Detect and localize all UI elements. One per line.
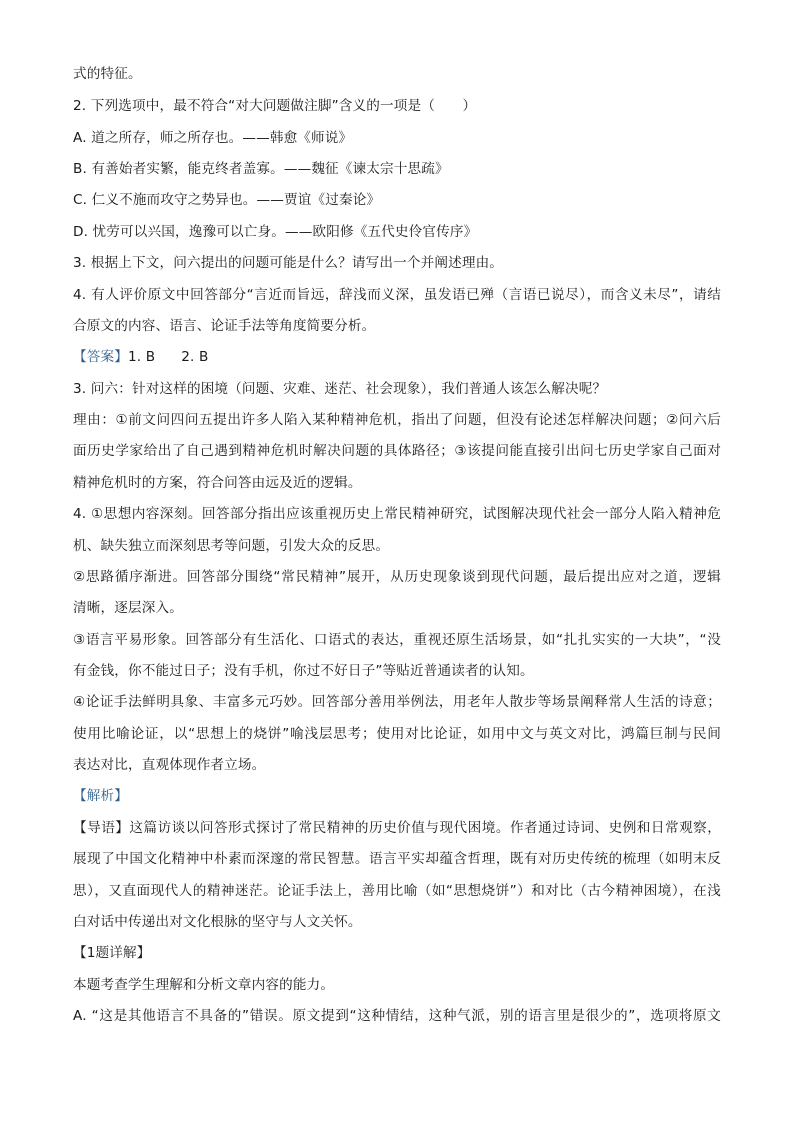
answer-4-line: ②思路循序渐进。回答部分围绕“常民精神”展开，从历史现象谈到现代问题，最后提出应对之道，逻辑 — [73, 569, 721, 585]
answer-4-line: ③语言平易形象。回答部分有生活化、口语式的表达，重视还原生活场景，如“扎扎实实的一大块”，“没 — [73, 632, 721, 648]
reason-line: 面历史学家给出了自己遇到精神危机时解决问题的具体路径；③该提问能直接引出问七历史学家自己面对 — [73, 443, 721, 459]
detail-line: 本题考查学生理解和分析文章内容的能力。 — [73, 977, 335, 993]
option-c: C. 仁义不施而攻守之势异也。——贾谊《过秦论》 — [73, 192, 381, 208]
answer-4-line: 表达对比，直观体现作者立场。 — [73, 757, 266, 773]
option-a: A. 道之所存，师之所存也。——韩愈《师说》 — [73, 130, 353, 146]
detail-line: A. “这是其他语言不具备的”错误。原文提到“这种情结，这种气派，别的语言里是很少的”，选项将原文 — [73, 1008, 721, 1024]
guide-line: 【导语】这篇访谈以问答形式探讨了常民精神的历史价值与现代困境。作者通过诗词、史例和日常观察， — [73, 820, 722, 836]
guide-line: 白对话中传递出对文化根脉的坚守与人文关怀。 — [73, 914, 362, 930]
answer-4-line: ④论证手法鲜明具象、丰富多元巧妙。回答部分善用举例法，用老年人散步等场景阐释常人生活的诗意； — [73, 694, 721, 710]
reason-line: 理由：①前文问四问五提出许多人陷入某种精神危机，指出了问题，但没有论述怎样解决问题；②问六后 — [73, 412, 721, 428]
answer-4-line: 清晰，逐层深入。 — [73, 600, 183, 616]
answer-4-line: 4. ①思想内容深刻。回答部分指出应该重视历史上常民精神研究，试图解决现代社会一部分人陷入精神危 — [73, 506, 721, 522]
text-line: 式的特征。 — [73, 66, 142, 82]
answer-4-line: 使用比喻论证，以“思想上的烧饼”喻浅层思考；使用对比论证，如用中文与英文对比，鸿篇巨制与民间 — [73, 726, 721, 742]
question-4: 4. 有人评价原文中回答部分“言近而旨远，辞浅而义深，虽发语已殚（言语已说尽），而含义未尽”，请结 — [73, 287, 721, 303]
reason-line: 精神危机时的方案，符合问答由远及近的逻辑。 — [73, 475, 362, 491]
analysis-label: 【解析】 — [73, 788, 128, 804]
option-d: D. 忧劳可以兴国，逸豫可以亡身。——欧阳修《五代史伶官传序》 — [73, 224, 478, 240]
detail-label: 【1题详解】 — [73, 945, 151, 961]
option-b: B. 有善始者实繁，能克终者盖寡。——魏征《谏太宗十思疏》 — [73, 161, 449, 177]
guide-line: 思），又直面现代人的精神迷茫。论证手法上，善用比喻（如“思想烧饼”）和对比（古今精神困境），在浅 — [73, 883, 721, 899]
guide-line: 展现了中国文化精神中朴素而深邃的常民智慧。语言平实却蕴含哲理，既有对历史传统的梳理（如明末反 — [73, 851, 721, 867]
question-4-cont: 合原文的内容、语言、论证手法等角度简要分析。 — [73, 318, 376, 334]
answer-label: 【答案】 — [73, 349, 128, 365]
answer-4-line: 机、缺失独立而深刻思考等问题，引发大众的反思。 — [73, 538, 390, 554]
guide-label: 【导语】 — [73, 820, 130, 836]
answer-2: 2. B — [181, 349, 209, 365]
answer-1: 1. B — [127, 349, 156, 365]
question-2: 2. 下列选项中，最不符合“对大问题做注脚”含义的一项是（ ） — [73, 98, 477, 114]
answer-4-line: 有金钱，你不能过日子；没有手机，你过不好日子”等贴近普通读者的认知。 — [73, 663, 534, 679]
question-3: 3. 根据上下文，问六提出的问题可能是什么？请写出一个并阐述理由。 — [73, 255, 504, 271]
answer-3: 3. 问六：针对这样的困境（问题、灾难、迷茫、社会现象），我们普通人该怎么解决呢？ — [73, 381, 607, 397]
answer-row — [73, 347, 208, 367]
